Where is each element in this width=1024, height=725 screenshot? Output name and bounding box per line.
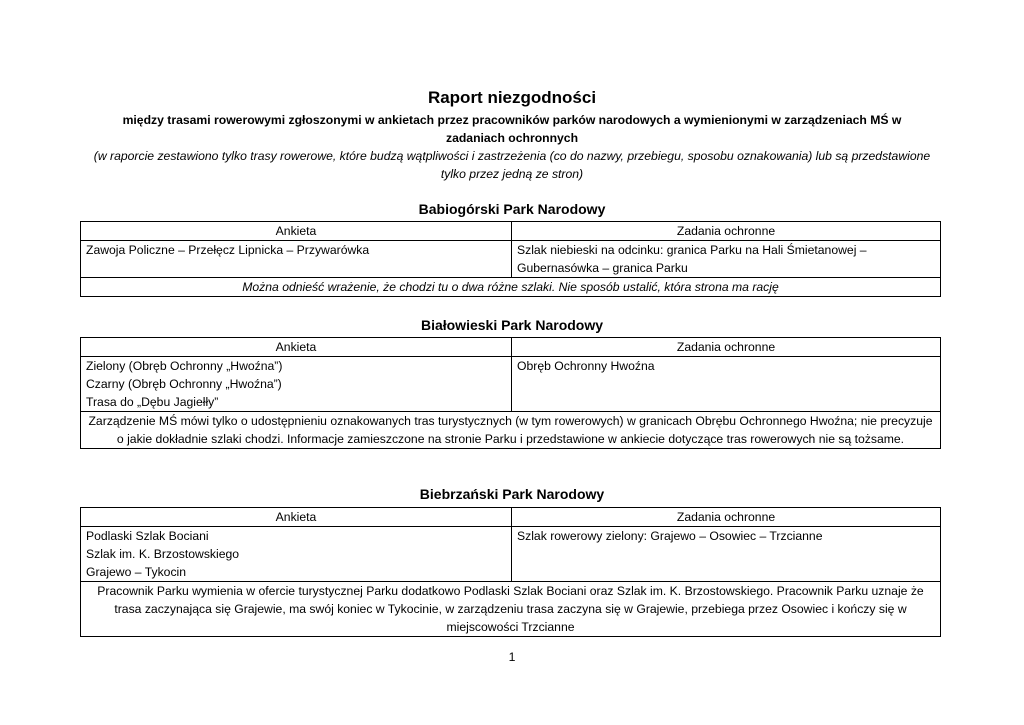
park-table-biebrzanski	[80, 507, 941, 637]
survey-line: Trasa do „Dębu Jagiełły”	[86, 395, 219, 409]
comment-cell: Pracownik Parku wymienia w ofercie turystycznej Parku dodatkowo Podlaski Szlak Bociani oraz Szlak im. K. Brzostowskiego. Pracownik Parku uznaje że trasa zaczynająca się Grajewie, ma swój koniec w Tykocinie, w zarządzeniu trasa zaczyna się w Grajewie, przebiega przez Osowiec i kończy się w miejscowości Trzcianne	[81, 582, 941, 637]
report-note: (w raporcie zestawiono tylko trasy rowerowe, które budzą wątpliwości i zastrzeżenia (co do nazwy, przebiegu, sposobu oznakowania) lub są przedstawione tylko przez jedną ze stron)	[93, 149, 931, 181]
park-table-babiogorski	[80, 221, 941, 297]
table-header-row	[81, 508, 941, 527]
survey-line: Czarny (Obręb Ochronny „Hwoźna”)	[86, 377, 282, 391]
table-header-row	[81, 222, 941, 241]
comment-row	[81, 582, 941, 637]
column-header-protection: Zadania ochronne	[512, 338, 941, 357]
table-header-row	[81, 338, 941, 357]
park-title-bialowieski: Białowieski Park Narodowy	[420, 317, 604, 333]
comment-row	[81, 412, 941, 449]
page-number: 1	[508, 650, 516, 664]
protection-cell	[512, 357, 941, 412]
comment-cell: Zarządzenie MŚ mówi tylko o udostępnieniu oznakowanych tras turystycznych (w tym rowerowych) w granicach Obrębu Ochronnego Hwoźna; nie precyzuje o jakie dokładnie szlaki chodzi. Informacje zamieszczone na stronie Parku i przedstawione w ankiecie dotyczące tras rowerowych nie są tożsame.	[81, 412, 941, 449]
column-header-protection: Zadania ochronne	[512, 222, 941, 241]
survey-line: Grajewo – Tykocin	[86, 565, 187, 579]
table-row	[81, 241, 941, 278]
survey-line: Szlak im. K. Brzostowskiego	[86, 547, 240, 561]
survey-cell	[81, 527, 512, 582]
protection-line: Obręb Ochronny Hwoźna	[517, 359, 655, 373]
report-subtitle: między trasami rowerowymi zgłoszonymi w ankietach przez pracowników parków narodowych a wymienionymi w zarządzeniach MŚ w zadaniach ochronnych	[122, 113, 902, 145]
column-header-survey: Ankieta	[81, 222, 512, 241]
park-title-babiogorski: Babiogórski Park Narodowy	[418, 201, 606, 217]
survey-line: Zawoja Policzne – Przełęcz Lipnicka – Przywarówka	[86, 243, 370, 257]
park-title-biebrzanski: Biebrzański Park Narodowy	[419, 486, 605, 502]
column-header-survey: Ankieta	[81, 508, 512, 527]
report-title: Raport niezgodności	[427, 88, 597, 107]
column-header-protection: Zadania ochronne	[512, 508, 941, 527]
survey-line: Podlaski Szlak Bociani	[86, 529, 209, 543]
table-row	[81, 357, 941, 412]
protection-line: Szlak niebieski na odcinku: granica Parku na Hali Śmietanowej –	[517, 243, 867, 257]
survey-cell	[81, 357, 512, 412]
protection-cell	[512, 527, 941, 582]
table-row	[81, 527, 941, 582]
protection-cell	[512, 241, 941, 278]
survey-line: Zielony (Obręb Ochronny „Hwoźna”)	[86, 359, 283, 373]
column-header-survey: Ankieta	[81, 338, 512, 357]
comment-cell: Można odnieść wrażenie, że chodzi tu o dwa różne szlaki. Nie sposób ustalić, która strona ma rację	[81, 278, 941, 297]
protection-line: Szlak rowerowy zielony: Grajewo – Osowiec – Trzcianne	[517, 529, 823, 543]
protection-line: Gubernasówka – granica Parku	[517, 261, 688, 275]
park-table-bialowieski	[80, 337, 941, 449]
comment-row	[81, 278, 941, 297]
survey-cell	[81, 241, 512, 278]
